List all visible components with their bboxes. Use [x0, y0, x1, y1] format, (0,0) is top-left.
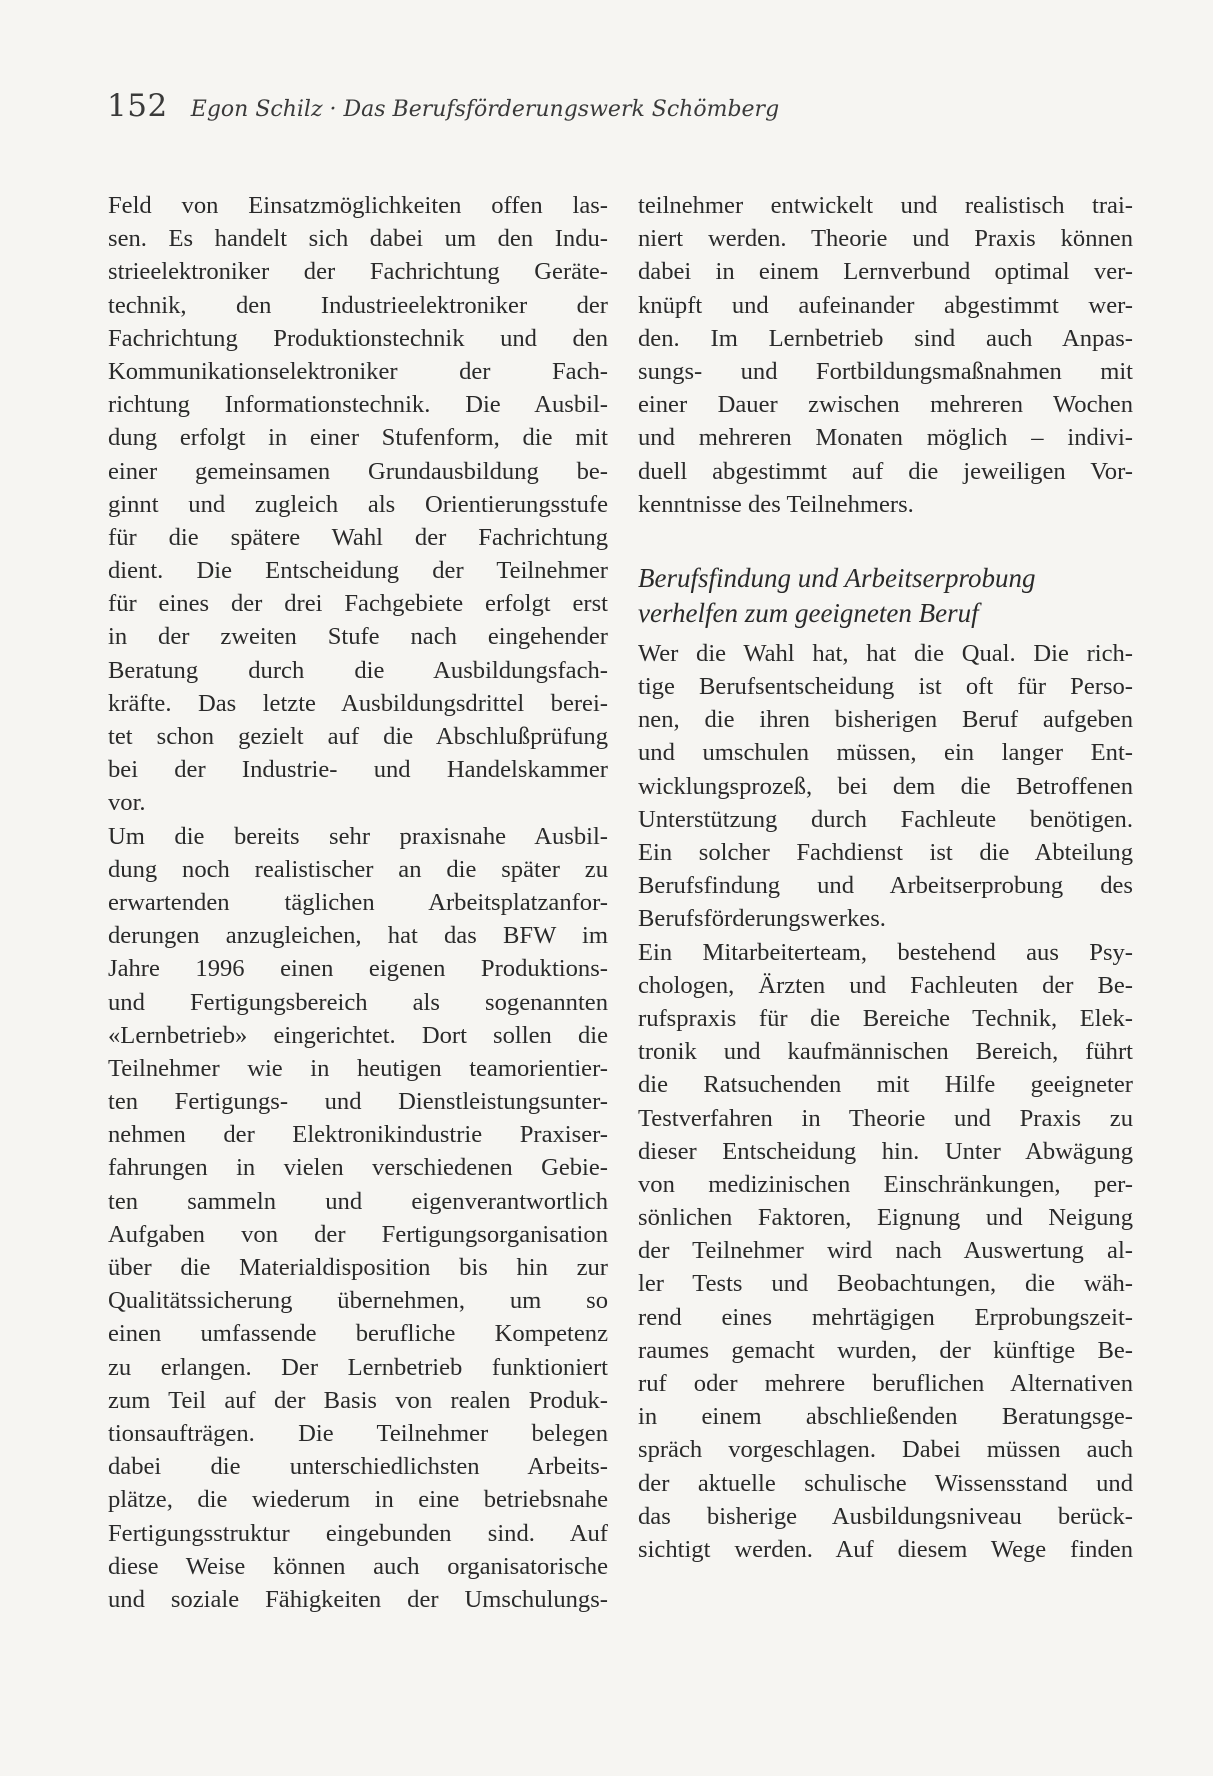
text-line: knüpft und aufeinander abgestimmt wer-	[638, 291, 1133, 319]
text-line: wicklungsprozeß, bei dem die Betroffenen	[638, 772, 1133, 800]
text-line: nen, die ihren bisherigen Beruf aufgeben	[638, 706, 1133, 734]
text-line: sen. Es handelt sich dabei um den Indu-	[108, 225, 608, 253]
text-line: tige Berufsentscheidung ist oft für Perso-	[638, 673, 1133, 701]
text-line: und soziale Fähigkeiten der Umschulungs-	[108, 1585, 608, 1613]
text-line: tronik und kaufmännischen Bereich, führt	[638, 1038, 1133, 1066]
text-line: kenntnisse des Teilnehmers.	[638, 490, 914, 518]
text-line: duell abgestimmt auf die jeweiligen Vor-	[638, 457, 1133, 485]
text-line: plätze, die wiederum in eine betriebsnahe	[108, 1486, 608, 1514]
text-line: Unterstützung durch Fachleute benötigen.	[638, 805, 1133, 833]
text-line: Teilnehmer wie in heutigen teamorientier-	[108, 1054, 608, 1082]
text-line: einer Dauer zwischen mehreren Wochen	[638, 391, 1133, 419]
text-line: Fertigungsstruktur eingebunden sind. Auf	[108, 1519, 608, 1547]
text-line: kräfte. Das letzte Ausbildungsdrittel berei-	[108, 689, 608, 717]
text-line: technik, den Industrieelektroniker der	[108, 291, 608, 319]
text-line: und mehreren Monaten möglich – indivi-	[638, 424, 1133, 452]
page-number: 152	[107, 88, 168, 124]
text-line: die Ratsuchenden mit Hilfe geeigneter	[638, 1071, 1133, 1099]
text-line: richtung Informationstechnik. Die Ausbil-	[108, 391, 608, 419]
text-line: ler Tests und Beobachtungen, die wäh-	[638, 1270, 1133, 1298]
text-line: rend eines mehrtägigen Erprobungszeit-	[638, 1303, 1133, 1331]
text-line: und umschulen müssen, ein langer Ent-	[638, 739, 1133, 767]
text-line: der aktuelle schulische Wissensstand und	[638, 1469, 1133, 1497]
text-line: ten Fertigungs- und Dienstleistungsunter-	[108, 1088, 608, 1116]
text-line: das bisherige Ausbildungsniveau berück-	[638, 1502, 1133, 1530]
text-line: Fachrichtung Produktionstechnik und den	[108, 324, 608, 352]
text-line: dabei die unterschiedlichsten Arbeits-	[108, 1453, 608, 1481]
text-line: ruf oder mehrere beruflichen Alternativen	[638, 1370, 1133, 1397]
left-column	[108, 189, 608, 1616]
text-line: diese Weise können auch organisatorische	[108, 1552, 608, 1580]
text-line: vor.	[108, 789, 146, 817]
text-line: derungen anzugleichen, hat das BFW im	[108, 922, 608, 950]
section-heading-line: verhelfen zum geeigneten Beruf	[638, 597, 979, 628]
text-line: rufspraxis für die Bereiche Technik, Elek-	[638, 1004, 1133, 1032]
text-line: Wer die Wahl hat, hat die Qual. Die rich-	[638, 639, 1133, 667]
text-line: dabei in einem Lernverbund optimal ver-	[638, 258, 1133, 286]
text-line: Beratung durch die Ausbildungsfach-	[108, 656, 608, 684]
right-column-text-bottom	[638, 637, 1133, 1566]
text-line: ginnt und zugleich als Orientierungsstufe	[108, 490, 608, 518]
text-line: dung noch realistischer an die später zu	[108, 855, 608, 883]
text-line: und Fertigungsbereich als sogenannten	[108, 988, 608, 1016]
text-line: tionsaufträgen. Die Teilnehmer belegen	[108, 1419, 608, 1447]
text-line: Um die bereits sehr praxisnahe Ausbil-	[108, 822, 608, 850]
text-line: in einem abschließenden Beratungsge-	[638, 1403, 1133, 1431]
text-line: dient. Die Entscheidung der Teilnehmer	[108, 557, 608, 585]
section-heading-line: Berufsfindung und Arbeitserprobung	[638, 562, 1036, 593]
text-line: «Lernbetrieb» eingerichtet. Dort sollen die	[108, 1021, 608, 1049]
running-head	[107, 88, 779, 124]
text-line: Kommunikationselektroniker der Fach-	[108, 357, 608, 385]
text-line: ten sammeln und eigenverantwortlich	[108, 1187, 608, 1215]
text-line: chologen, Ärzten und Fachleuten der Be-	[638, 971, 1133, 999]
text-line: in der zweiten Stufe nach eingehender	[108, 623, 608, 651]
text-line: erwartenden täglichen Arbeitsplatzanfor-	[108, 888, 608, 916]
text-line: Feld von Einsatzmöglichkeiten offen las-	[108, 192, 608, 219]
text-line: von medizinischen Einschränkungen, per-	[638, 1170, 1133, 1198]
text-line: den. Im Lernbetrieb sind auch Anpas-	[638, 324, 1133, 352]
text-line: raumes gemacht wurden, der künftige Be-	[638, 1336, 1133, 1364]
text-line: dung erfolgt in einer Stufenform, die mit	[108, 424, 608, 452]
text-line: Testverfahren in Theorie und Praxis zu	[638, 1104, 1133, 1132]
right-column-text-top	[638, 189, 1133, 521]
text-line: nehmen der Elektronikindustrie Praxiser-	[108, 1121, 608, 1149]
text-line: bei der Industrie- und Handelskammer	[108, 756, 608, 784]
text-line: einen umfassende berufliche Kompetenz	[108, 1320, 608, 1348]
text-line: Ein solcher Fachdienst ist die Abteilung	[638, 839, 1133, 866]
text-line: sönlichen Faktoren, Eignung und Neigung	[638, 1204, 1133, 1232]
text-line: zum Teil auf der Basis von realen Produk-	[108, 1386, 608, 1414]
running-title: Egon Schilz · Das Berufsförderungswerk Schömberg	[190, 97, 780, 122]
text-line: Jahre 1996 einen eigenen Produktions-	[108, 955, 608, 983]
section-heading	[638, 561, 1133, 631]
text-line: Ein Mitarbeiterteam, bestehend aus Psy-	[638, 938, 1133, 966]
text-line: sichtigt werden. Auf diesem Wege finden	[638, 1535, 1133, 1563]
text-line: einer gemeinsamen Grundausbildung be-	[108, 457, 608, 485]
text-line: Qualitätssicherung übernehmen, um so	[108, 1287, 608, 1315]
text-line: Berufsförderungswerkes.	[638, 905, 886, 933]
text-line: teilnehmer entwickelt und realistisch trai-	[638, 192, 1133, 219]
text-line: der Teilnehmer wird nach Auswertung al-	[638, 1237, 1133, 1265]
text-line: Berufsfindung und Arbeitserprobung des	[638, 872, 1133, 900]
text-line: spräch vorgeschlagen. Dabei müssen auch	[638, 1436, 1133, 1464]
text-line: strieelektroniker der Fachrichtung Geräte-	[108, 258, 608, 286]
text-line: niert werden. Theorie und Praxis können	[638, 225, 1133, 253]
text-line: tet schon gezielt auf die Abschlußprüfung	[108, 723, 608, 750]
text-line: fahrungen in vielen verschiedenen Gebie-	[108, 1154, 608, 1182]
right-column	[638, 189, 1133, 1566]
text-line: Aufgaben von der Fertigungsorganisation	[108, 1220, 608, 1248]
text-line: für eines der drei Fachgebiete erfolgt erst	[108, 590, 608, 618]
text-line: für die spätere Wahl der Fachrichtung	[108, 523, 608, 551]
text-line: dieser Entscheidung hin. Unter Abwägung	[638, 1137, 1133, 1165]
text-line: zu erlangen. Der Lernbetrieb funktioniert	[108, 1353, 608, 1381]
text-line: über die Materialdisposition bis hin zur	[108, 1254, 608, 1281]
text-line: sungs- und Fortbildungsmaßnahmen mit	[638, 357, 1133, 385]
